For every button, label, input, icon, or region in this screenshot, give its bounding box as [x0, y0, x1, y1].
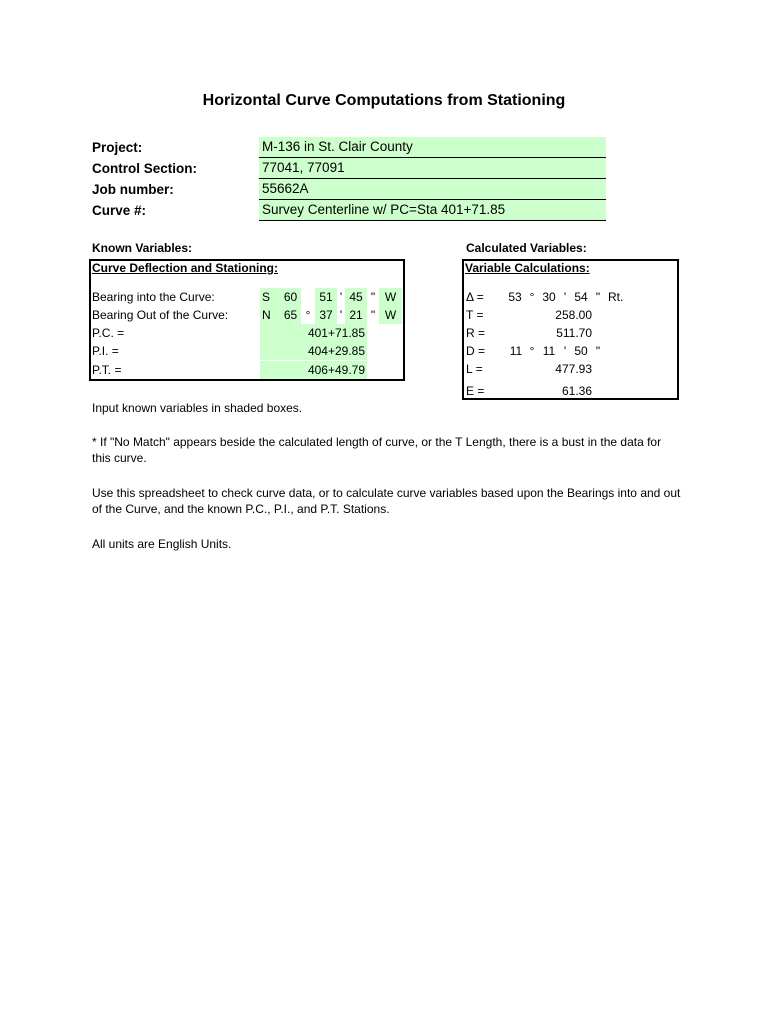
project-field[interactable]: M-136 in St. Clair County: [259, 137, 606, 158]
radius-label: R =: [466, 326, 486, 340]
bearing-in-dir1-input[interactable]: S: [260, 288, 280, 306]
bearing-out-dir2-input[interactable]: W: [379, 306, 402, 324]
control-section-row: [92, 158, 612, 179]
degree-of-curve-minutes-value: 11: [542, 344, 556, 358]
known-box-heading: Curve Deflection and Stationing:: [92, 261, 279, 275]
known-variables-box: [89, 259, 405, 381]
job-number-field[interactable]: 55662A: [259, 179, 606, 200]
bearing-out-degrees-input[interactable]: 65: [280, 306, 301, 324]
curve-number-label: Curve #:: [92, 203, 147, 218]
bearing-out-minutes-input[interactable]: 37: [315, 306, 337, 324]
bearing-in-minute-symbol: ': [339, 290, 343, 304]
curve-number-field[interactable]: Survey Centerline w/ PC=Sta 401+71.85: [259, 200, 606, 221]
pt-label: P.T. =: [92, 363, 122, 377]
tangent-value: 258.00: [555, 308, 592, 322]
pc-label: P.C. =: [92, 326, 125, 340]
bearing-in-degrees-input[interactable]: 60: [280, 288, 301, 306]
length-label: L =: [466, 362, 483, 376]
delta-direction: Rt.: [608, 290, 624, 304]
note-no-match: * If "No Match" appears beside the calculated length of curve, or the T Length, there is a bust in the data for this curve.: [92, 435, 662, 465]
degree-of-curve-degrees-value: 11: [509, 344, 523, 358]
calculated-box-heading: Variable Calculations:: [465, 261, 590, 275]
calculated-variables-box: [462, 259, 679, 400]
pc-station-input[interactable]: 401+71.85: [260, 324, 367, 342]
pi-label: P.I. =: [92, 344, 119, 358]
note-shaded-inputs: Input known variables in shaded boxes.: [92, 401, 303, 415]
bearing-in-dir2-input[interactable]: W: [379, 288, 402, 306]
bearing-in-seconds-input[interactable]: 45: [345, 288, 367, 306]
radius-value: 511.70: [556, 326, 592, 340]
degree-of-curve-second-symbol: ": [595, 344, 601, 358]
degree-of-curve-minute-symbol: ': [563, 344, 567, 358]
note-usage: Use this spreadsheet to check curve data, or to calculate curve variables based upon the Bearings into and out of the Curve, and the known P.C., P.I., and P.T. Stations.: [92, 486, 681, 516]
bearing-in-second-symbol: ": [370, 290, 376, 304]
degree-of-curve-degree-symbol: °: [529, 344, 535, 358]
length-value: 477.93: [555, 362, 592, 376]
bearing-in-minutes-input[interactable]: 51: [315, 288, 337, 306]
delta-label: Δ =: [466, 290, 484, 304]
degree-of-curve-label: D =: [466, 344, 486, 358]
page-title: Horizontal Curve Computations from Stationing: [202, 92, 566, 109]
project-label: Project:: [92, 140, 143, 155]
pi-station-input[interactable]: 404+29.85: [260, 342, 367, 360]
degree-of-curve-seconds-value: 50: [574, 344, 588, 358]
curve-number-row: [92, 200, 612, 221]
bearing-out-dir1-input[interactable]: N: [260, 306, 280, 324]
tangent-label: T =: [466, 308, 484, 322]
control-section-label: Control Section:: [92, 161, 197, 176]
calculated-variables-heading: Calculated Variables:: [466, 241, 587, 255]
external-value: 61.36: [561, 384, 592, 398]
delta-second-symbol: ": [595, 290, 601, 304]
bearing-out-label: Bearing Out of the Curve:: [92, 308, 229, 322]
project-row: [92, 137, 612, 158]
known-variables-heading: Known Variables:: [92, 241, 193, 255]
delta-seconds-value: 54: [574, 290, 588, 304]
job-number-row: [92, 179, 612, 200]
bearing-out-minute-symbol: ': [339, 308, 343, 322]
bearing-out-degree-symbol: °: [305, 308, 311, 322]
pt-station-input[interactable]: 406+49.79: [260, 361, 367, 379]
bearing-out-second-symbol: ": [370, 308, 376, 322]
delta-degree-symbol: °: [529, 290, 535, 304]
delta-minutes-value: 30: [542, 290, 556, 304]
bearing-out-seconds-input[interactable]: 21: [345, 306, 367, 324]
bearing-in-label: Bearing into the Curve:: [92, 290, 215, 304]
note-units: All units are English Units.: [92, 537, 232, 551]
external-label: E =: [466, 384, 485, 398]
job-number-label: Job number:: [92, 182, 174, 197]
delta-degrees-value: 53: [508, 290, 522, 304]
delta-minute-symbol: ': [563, 290, 567, 304]
control-section-field[interactable]: 77041, 77091: [259, 158, 606, 179]
